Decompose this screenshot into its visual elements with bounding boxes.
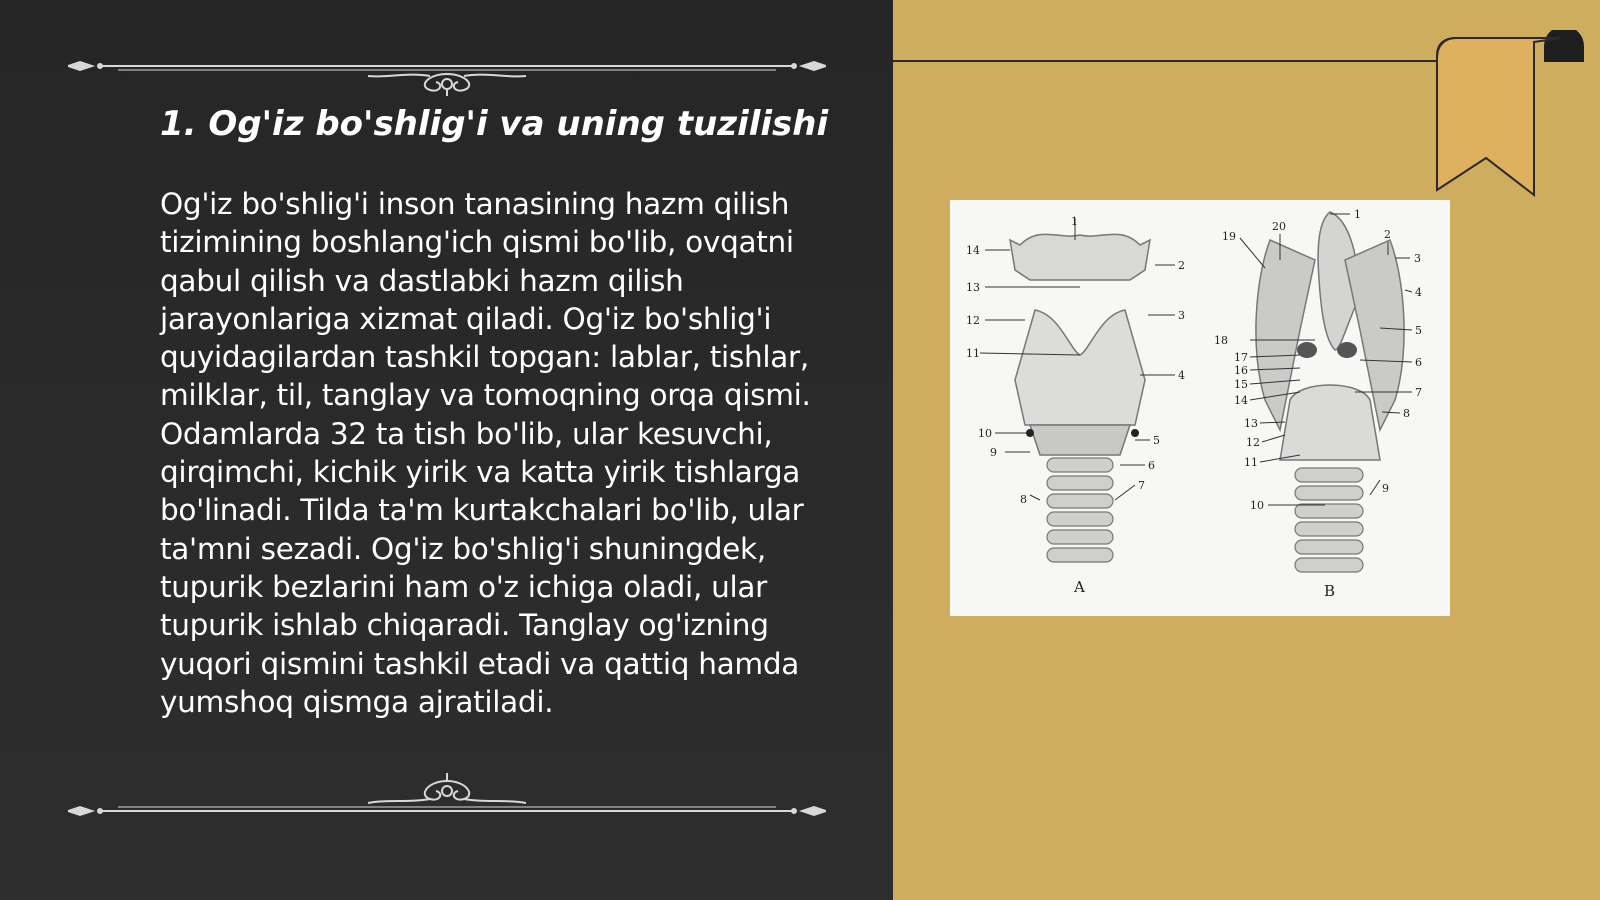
- figure-b-label: 10: [1250, 499, 1264, 512]
- bookmark-ribbon-icon: [1434, 30, 1584, 200]
- header-divider-line: [893, 60, 1453, 62]
- figure-b-label: 18: [1214, 334, 1228, 347]
- figure-b-label: 8: [1403, 407, 1410, 420]
- slide-title: 1. Og'iz bo'shlig'i va uning tuzilishi: [160, 104, 829, 144]
- figure-b-label: 15: [1234, 378, 1248, 391]
- figure-b-label: 6: [1415, 356, 1422, 369]
- figure-b-larynx: [1214, 208, 1422, 600]
- figure-a-caption: A: [1074, 578, 1085, 596]
- figure-a-label: 1: [1071, 215, 1078, 228]
- figure-a-label: 13: [966, 281, 980, 294]
- figure-a-label: 3: [1178, 309, 1185, 322]
- slide-body-text: Og'iz bo'shlig'i inson tanasining hazm qilish tizimining boshlang'ich qismi bo'lib, ovqatni qabul qilish va dastlabki hazm qilish jarayonlariga xizmat qiladi. Og'iz bo'shlig'i quyidagilardan tashkil topgan: lablar, tishlar, milklar, til, tanglay va tomoqning orqa qismi. Odamlarda 32 ta tish bo'lib, ular kesuvchi, qirqimchi, kichik yirik va katta yirik tishlarga bo'linadi. Tilda ta'm kurtakchalari bo'lib, ular ta'mni sezadi. Og'iz bo'shlig'i shuningdek, tupurik bezlarini ham o'z ichiga oladi, ular tupurik ishlab chiqaradi. Tanglay og'izning yuqori qismini tashkil etadi va qattiq hamda yumshoq qismga ajratiladi.: [160, 187, 811, 719]
- figure-b-label: 1: [1354, 208, 1361, 221]
- top-ornament-icon: [68, 46, 826, 96]
- figure-b-label: 11: [1244, 456, 1258, 469]
- figure-b-label: 16: [1234, 364, 1248, 377]
- figure-a-label: 14: [966, 244, 980, 257]
- figure-b-label: 19: [1222, 230, 1236, 243]
- figure-a-label: 2: [1178, 259, 1185, 272]
- figure-b-label: 14: [1234, 394, 1248, 407]
- figure-a-label: 12: [966, 314, 980, 327]
- figure-a-label: 7: [1138, 479, 1145, 492]
- figure-b-label: 5: [1415, 324, 1422, 337]
- figure-b-label: 20: [1272, 220, 1286, 233]
- figure-a-label: 9: [990, 446, 997, 459]
- figure-a-label: 10: [978, 427, 992, 440]
- figure-b-label: 12: [1246, 436, 1260, 449]
- figure-a-label: 6: [1148, 459, 1155, 472]
- figure-a-label: 4: [1178, 369, 1185, 382]
- bottom-ornament-icon: [68, 773, 826, 823]
- figure-b-caption: B: [1324, 582, 1336, 600]
- figure-b-label: 4: [1415, 286, 1422, 299]
- figure-a-label: 8: [1020, 493, 1027, 506]
- figure-b-label: 9: [1382, 482, 1389, 495]
- figure-b-label: 17: [1234, 351, 1248, 364]
- figure-a-larynx: [966, 215, 1185, 596]
- figure-b-label: 7: [1415, 386, 1422, 399]
- figure-b-label: 13: [1244, 417, 1258, 430]
- figure-a-label: 11: [966, 347, 980, 360]
- figure-a-label: 5: [1153, 434, 1160, 447]
- larynx-anatomy-figure: [950, 200, 1450, 616]
- figure-b-label: 2: [1384, 228, 1391, 241]
- figure-b-label: 3: [1414, 252, 1421, 265]
